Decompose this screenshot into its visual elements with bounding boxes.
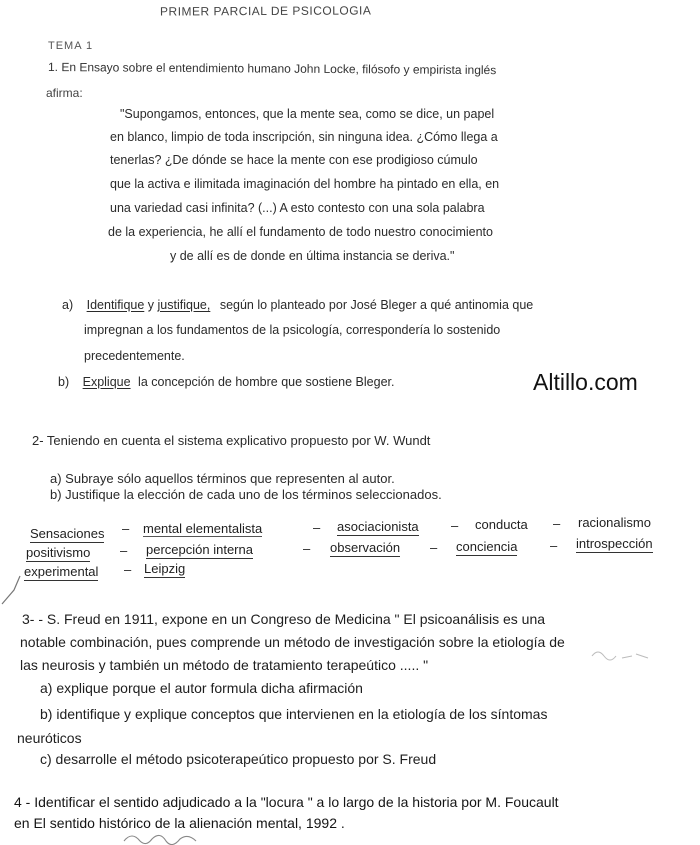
q1-intro: 1. En Ensayo sobre el entendimiento humano John Locke, filósofo y empirista inglés (47, 60, 497, 78)
pencil-scribble-icon (588, 642, 658, 666)
q3-line3: las neurosis y también un método de tratamiento terapeútico ..... " (20, 657, 429, 673)
q3-line1: 3- - S. Freud en 1911, expone en un Congreso de Medicina " El psicoanálisis es una (22, 611, 546, 627)
q1-quote-line: que la activa e ilimitada imaginación del hombre ha pintado en ella, en (110, 177, 500, 191)
exam-title: PRIMER PARCIAL DE PSICOLOGIA (159, 3, 372, 19)
term-mental-elementalista: mental elementalista (143, 521, 263, 536)
term-sensaciones: Sensaciones (30, 526, 105, 541)
q1-quote-line: y de allí es de donde en última instancia se deriva." (170, 249, 455, 263)
q3-item-a: a) explique porque el autor formula dicha afirmación (40, 680, 363, 696)
term-positivismo: positivismo (26, 545, 91, 560)
q3-line2: notable combinación, pues comprende un método de investigación sobre la etiología de (20, 634, 565, 650)
handwriting-scribble-icon (120, 831, 230, 845)
item-a-label: a) (62, 298, 74, 312)
tema-label: TEMA 1 (48, 40, 94, 52)
item-b-label: b) (58, 375, 70, 389)
q1-item-b (58, 375, 394, 389)
term-dash: – (313, 520, 321, 535)
q3-item-b-cont: neuróticos (17, 730, 82, 746)
item-b-text: la concepción de hombre que sostiene Bleger. (138, 375, 395, 389)
q1-quote-line: de la experiencia, he allí el fundamento de todo nuestro conocimiento (108, 225, 493, 239)
q1-quote-line: tenerlas? ¿De dónde se hace la mente con ese prodigioso cúmulo (110, 153, 478, 167)
term-experimental: experimental (24, 564, 99, 579)
term-dash: – (553, 516, 561, 531)
pencil-mark-icon (0, 560, 30, 610)
term-dash: – (550, 538, 558, 553)
term-dash: – (124, 562, 132, 577)
item-b-verb: Explique (82, 375, 131, 389)
q1-item-a-cont2: precedentemente. (84, 349, 185, 363)
term-conducta: conducta (475, 517, 528, 532)
q1-quote-line: "Supongamos, entonces, que la mente sea, como se dice, un papel (120, 107, 495, 121)
term-dash: – (303, 541, 311, 556)
q3-item-c: c) desarrolle el método psicoterapeútico propuesto por S. Freud (40, 751, 437, 767)
term-asociacionista: asociacionista (337, 519, 419, 534)
q3-item-b: b) identifique y explique conceptos que intervienen en la etiología de los síntomas (40, 706, 548, 722)
term-dash: – (451, 518, 459, 533)
term-dash: – (430, 540, 438, 555)
q4-line2: en El sentido histórico de la alienación mental, 1992 . (14, 815, 345, 831)
term-conciencia: conciencia (456, 539, 518, 554)
q1-quote-line: una variedad casi infinita? (...) A esto contesto con una sola palabra (110, 201, 485, 215)
term-percepcion-interna: percepción interna (146, 542, 253, 557)
q2-item-a: a) Subraye sólo aquellos términos que representen al autor. (50, 471, 395, 486)
item-a-text: según lo planteado por José Bleger a qué antinomia que (219, 298, 534, 312)
q2-item-b: b) Justifique la elección de cada uno de los términos seleccionados. (50, 487, 442, 502)
term-observacion: observación (330, 540, 401, 555)
q1-quote-line: en blanco, limpio de toda inscripción, sin ninguna idea. ¿Cómo llega a (110, 130, 498, 144)
term-leipzig: Leipzig (144, 561, 186, 576)
term-racionalismo: racionalismo (578, 515, 651, 530)
q1-item-a-cont: impregnan a los fundamentos de la psicología, correspondería lo sostenido (84, 323, 501, 337)
q1-intro-cont: afirma: (46, 86, 83, 100)
item-a-verb-identifique: Identifique (86, 298, 145, 312)
q1-item-a (62, 298, 533, 312)
term-dash: – (122, 521, 130, 536)
item-a-and: y (147, 298, 155, 312)
q4-line1: 4 - Identificar el sentido adjudicado a la "locura " a lo largo de la historia por M. Foucault (14, 794, 559, 810)
item-a-verb-justifique: justifique, (157, 298, 211, 312)
term-introspeccion: introspección (576, 536, 653, 551)
term-dash: – (120, 543, 128, 558)
altillo-watermark: Altillo.com (533, 369, 638, 395)
q2-intro: 2- Teniendo en cuenta el sistema explicativo propuesto por W. Wundt (32, 433, 431, 448)
